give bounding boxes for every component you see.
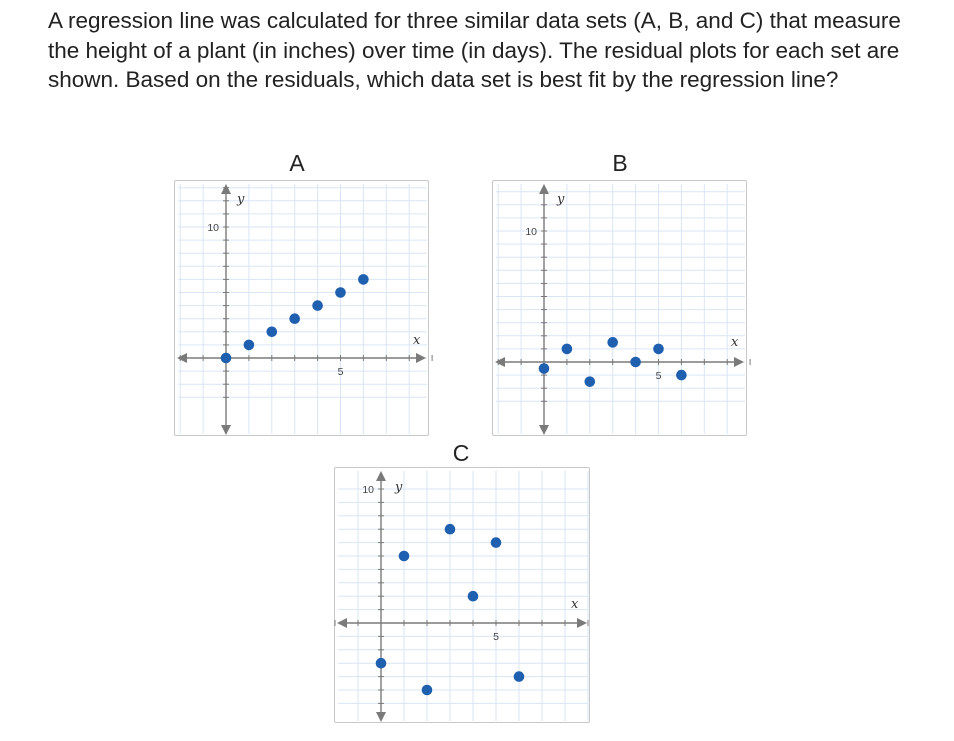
data-point bbox=[491, 537, 502, 548]
x-axis-arrow-right bbox=[577, 618, 587, 628]
data-point bbox=[539, 363, 550, 374]
x-tick-label-5: 5 bbox=[655, 370, 662, 382]
x-axis-label: x bbox=[731, 335, 739, 350]
data-point bbox=[267, 327, 278, 338]
x-tick-label-5: 5 bbox=[337, 366, 344, 378]
x-axis-label: x bbox=[413, 333, 421, 348]
data-point bbox=[422, 685, 433, 696]
residual-plot-a bbox=[174, 180, 429, 436]
y-axis-label: y bbox=[557, 192, 565, 207]
residual-plot-c bbox=[334, 467, 590, 723]
data-point bbox=[562, 344, 573, 355]
x-axis-arrow-right bbox=[734, 357, 744, 367]
x-axis-arrow-left bbox=[337, 618, 347, 628]
x-axis-arrow-left bbox=[177, 353, 187, 363]
y-tick-label-10: 10 bbox=[362, 484, 374, 496]
plot-a-title: A bbox=[289, 150, 305, 176]
data-point bbox=[585, 376, 596, 387]
x-tick-label-5: 5 bbox=[493, 631, 499, 643]
data-point bbox=[376, 658, 387, 669]
data-point bbox=[289, 313, 300, 324]
data-point bbox=[335, 287, 346, 298]
data-point bbox=[312, 300, 323, 311]
question-text: A regression line was calculated for three similar data sets (A, B, and C) that measure the height of a plant (in inches) over time (in days). The residual plots for each set are shown. Based on the residuals, which data set is best fit by the regression line? bbox=[48, 8, 901, 92]
y-axis-arrow-down bbox=[221, 425, 231, 435]
grid bbox=[338, 471, 588, 721]
data-point bbox=[653, 344, 664, 355]
plot-c-svg bbox=[335, 468, 591, 724]
y-axis-arrow-up bbox=[221, 184, 231, 194]
data-point bbox=[358, 274, 369, 285]
data-point bbox=[244, 340, 255, 351]
x-axis-arrow-right bbox=[416, 353, 426, 363]
plot-b-title: B bbox=[612, 150, 628, 176]
y-axis-arrow-down bbox=[376, 712, 386, 722]
data-point bbox=[221, 353, 232, 364]
data-point bbox=[445, 524, 456, 535]
y-axis-arrow-up bbox=[376, 471, 386, 481]
y-axis-label: y bbox=[237, 192, 245, 207]
x-axis-arrow-left bbox=[495, 357, 505, 367]
plot-b-svg bbox=[493, 181, 748, 437]
data-point bbox=[399, 551, 410, 562]
y-tick-label-10: 10 bbox=[525, 226, 537, 238]
plot-a-svg bbox=[175, 181, 430, 437]
residual-plot-b bbox=[492, 180, 747, 436]
plot-c-title: C bbox=[452, 440, 470, 466]
data-point bbox=[607, 337, 618, 348]
data-point bbox=[514, 671, 525, 682]
grid bbox=[496, 184, 745, 434]
data-point bbox=[676, 370, 687, 381]
data-point bbox=[630, 357, 641, 368]
y-axis-arrow-down bbox=[539, 425, 549, 435]
y-axis-arrow-up bbox=[539, 184, 549, 194]
y-tick-label-10: 10 bbox=[207, 222, 219, 234]
y-axis-label: y bbox=[395, 480, 403, 495]
data-point bbox=[468, 591, 479, 602]
x-axis-label: x bbox=[571, 597, 579, 612]
